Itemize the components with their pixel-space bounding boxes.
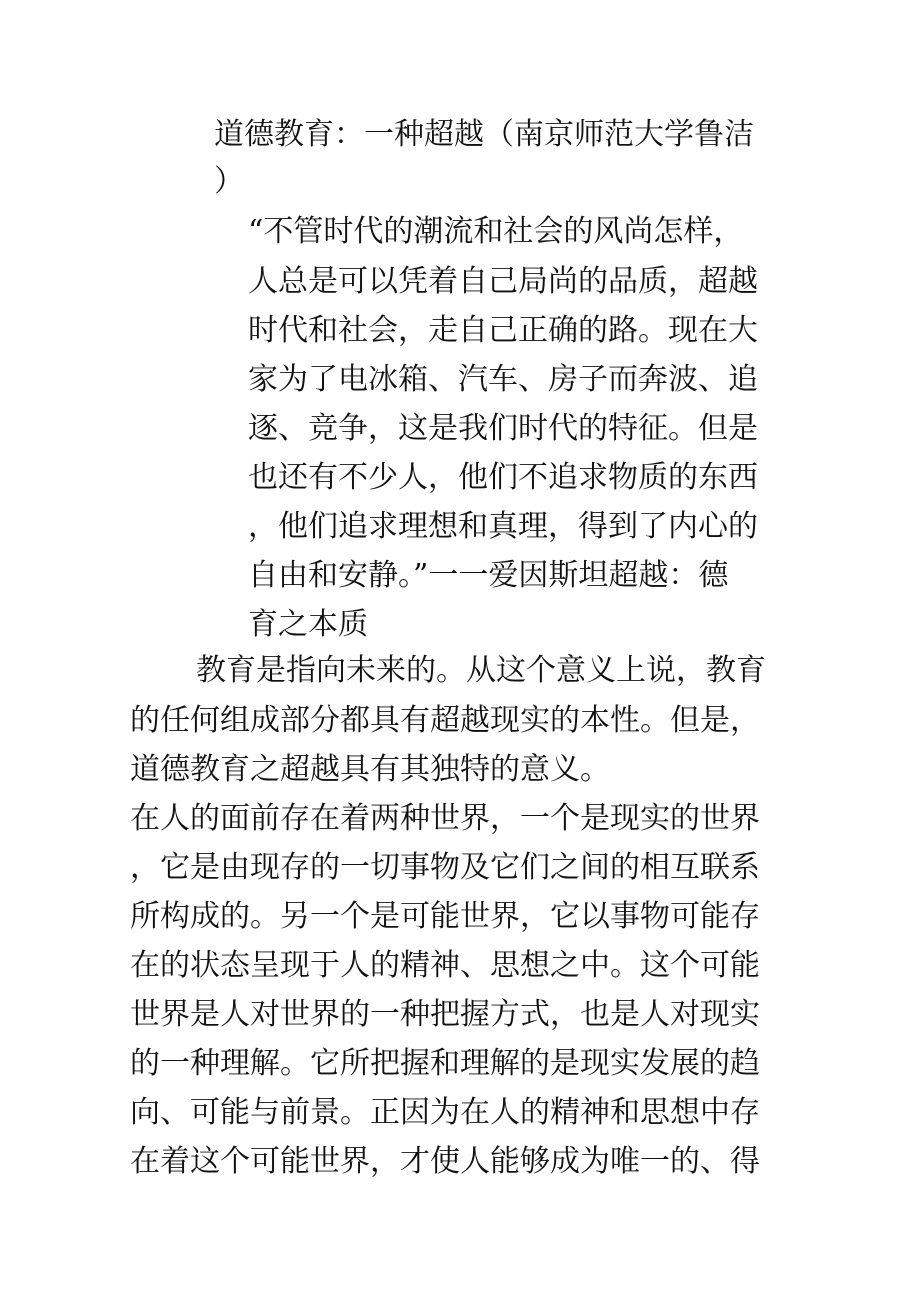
paragraph-line: 在着这个可能世界，才使人能够成为唯一的、得 <box>130 1144 760 1179</box>
title-line: ） <box>214 164 244 199</box>
paragraph-line: 的任何组成部分都具有超越现实的本性。但是， <box>130 703 760 738</box>
quote-line: 也还有不少人，他们不追求物质的东西 <box>248 460 758 495</box>
paragraph-line: 世界是人对世界的一种把握方式，也是人对现实 <box>130 997 760 1032</box>
quote-line: “不管时代的潮流和社会的风尚怎样， <box>248 214 744 249</box>
paragraph-line: 所构成的。另一个是可能世界，它以事物可能存 <box>130 899 760 934</box>
quote-line: 人总是可以凭着自己局尚的品质，超越 <box>248 264 758 299</box>
paragraph-line: 在人的面前存在着两种世界，一个是现实的世界 <box>130 801 760 836</box>
paragraph-line: 向、可能与前景。正因为在人的精神和思想中存 <box>130 1095 760 1130</box>
paragraph-line: 在的状态呈现于人的精神、思想之中。这个可能 <box>130 948 760 983</box>
quote-line: 家为了电冰箱、汽车、房子而奔波、追 <box>248 362 758 397</box>
quote-line: 育之本质 <box>248 607 368 642</box>
quote-line: 逐、竞争，这是我们时代的特征。但是 <box>248 411 758 446</box>
quote-line: 时代和社会，走自己正确的路。现在大 <box>248 313 758 348</box>
paragraph-line: 的一种理解。它所把握和理解的是现实发展的趋 <box>130 1046 760 1081</box>
quote-line: 自由和安静。”一一爱因斯坦超越：德 <box>248 558 729 593</box>
paragraph-line: 教育是指向未来的。从这个意义上说，教育 <box>196 653 766 688</box>
paragraph-line: 道德教育之超越具有其独特的意义。 <box>130 752 610 787</box>
title-line: 道德教育：一种超越（南京师范大学鲁洁 <box>214 117 754 152</box>
paragraph-line: ，它是由现存的一切事物及它们之间的相互联系 <box>130 850 760 885</box>
quote-line: ，他们追求理想和真理，得到了内心的 <box>248 509 758 544</box>
